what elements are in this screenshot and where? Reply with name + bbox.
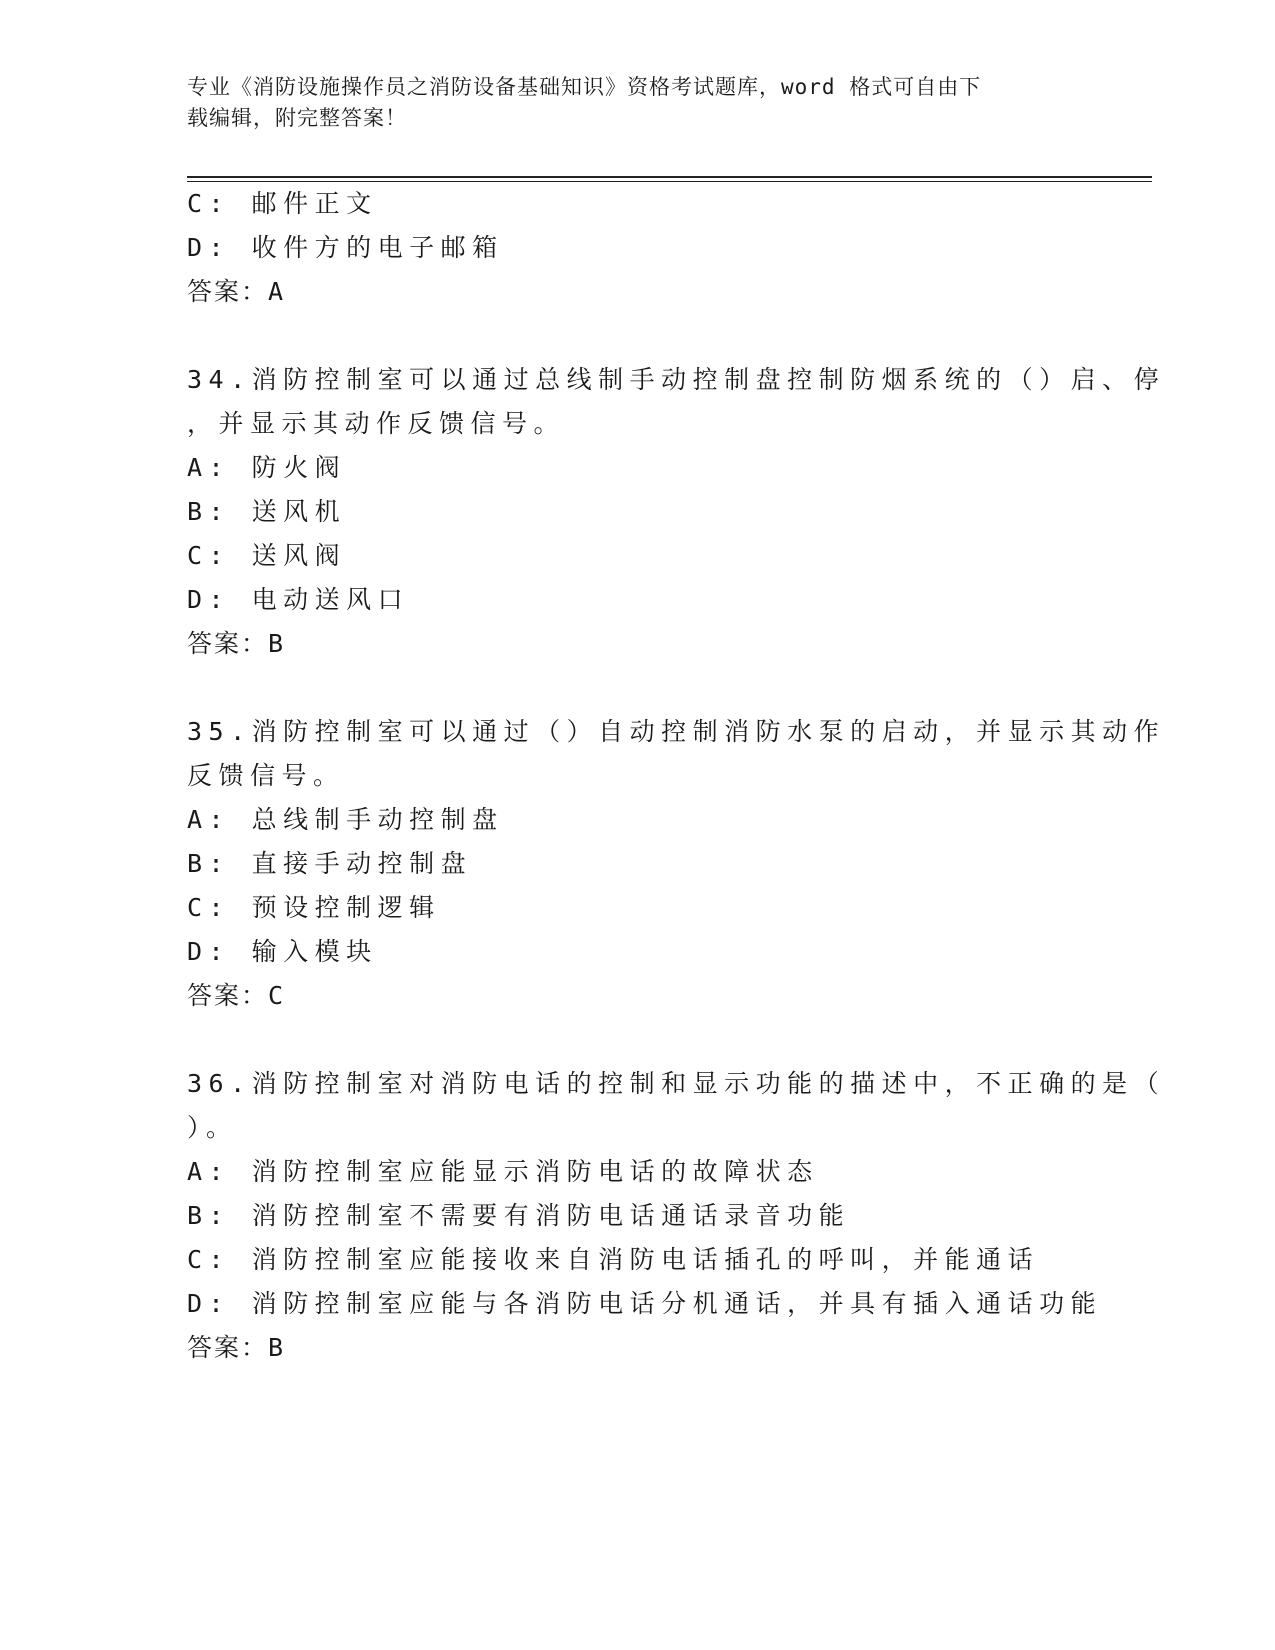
- question-35-answer: 答案：C: [187, 981, 286, 1010]
- prev-option-c: C: 邮件正文: [187, 189, 378, 218]
- document-header: [187, 72, 1067, 134]
- header-divider-thick: [187, 176, 1152, 178]
- question-34-option-c: C: 送风阀: [187, 541, 347, 570]
- question-34-option-b: B: 送风机: [187, 497, 347, 526]
- question-35-stem-line-2: 反馈信号。: [187, 761, 345, 790]
- header-divider-thin: [187, 181, 1152, 182]
- question-36-option-a: A: 消防控制室应能显示消防电话的故障状态: [187, 1157, 819, 1186]
- question-34-stem-line-1: 34.消防控制室可以通过总线制手动控制盘控制防烟系统的（）启、停: [187, 365, 1166, 394]
- question-36-stem-line-1: 36.消防控制室对消防电话的控制和显示功能的描述中，不正确的是（: [187, 1069, 1166, 1098]
- question-36-answer: 答案：B: [187, 1333, 286, 1362]
- header-line-2: 载编辑，附完整答案！: [187, 106, 407, 130]
- question-36-stem-line-2: ）。: [187, 1113, 238, 1142]
- question-35-option-d: D: 输入模块: [187, 937, 378, 966]
- question-34-answer: 答案：B: [187, 629, 286, 658]
- question-36-option-d: D: 消防控制室应能与各消防电话分机通话，并具有插入通话功能: [187, 1289, 1103, 1318]
- question-35-stem-line-1: 35.消防控制室可以通过（）自动控制消防水泵的启动，并显示其动作: [187, 717, 1166, 746]
- question-34-option-a: A: 防火阀: [187, 453, 347, 482]
- question-36-option-b: B: 消防控制室不需要有消防电话通话录音功能: [187, 1201, 851, 1230]
- prev-option-d: D: 收件方的电子邮箱: [187, 233, 504, 262]
- header-line-1: 专业《消防设施操作员之消防设备基础知识》资格考试题库，word 格式可自由下: [187, 75, 982, 99]
- question-34-stem-line-2: ，并显示其动作反馈信号。: [187, 409, 566, 438]
- question-35-option-b: B: 直接手动控制盘: [187, 849, 473, 878]
- question-35-option-a: A: 总线制手动控制盘: [187, 805, 504, 834]
- question-35-option-c: C: 预设控制逻辑: [187, 893, 441, 922]
- question-36-option-c: C: 消防控制室应能接收来自消防电话插孔的呼叫，并能通话: [187, 1245, 1040, 1274]
- question-34-option-d: D: 电动送风口: [187, 585, 410, 614]
- prev-answer: 答案：A: [187, 277, 286, 306]
